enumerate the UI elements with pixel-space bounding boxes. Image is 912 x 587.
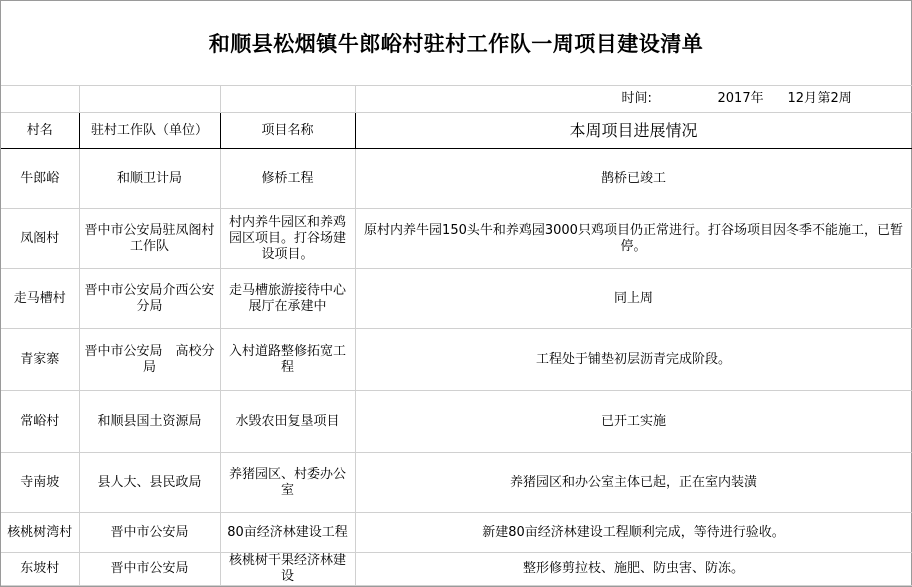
progress-cell: 鹊桥已竣工 [355,149,912,209]
team-cell: 县人大、县民政局 [79,453,220,513]
progress-cell: 新建80亩经济林建设工程顺利完成，等待进行验收。 [355,513,912,553]
project-cell: 走马槽旅游接待中心展厅在承建中 [220,269,355,329]
header-village: 村名 [1,113,79,149]
progress-cell: 同上周 [355,269,912,329]
team-cell: 晋中市公安局介西公安分局 [79,269,220,329]
table-row [1,453,912,513]
table-row [1,269,912,329]
week-value: 第2周 [817,91,852,106]
time-label: 时间: [621,91,652,106]
team-cell: 晋中市公安局 [79,513,220,553]
table-row [1,553,912,586]
team-cell: 晋中市公安局驻凤阁村工作队 [79,209,220,269]
project-cell: 核桃树干果经济林建设 [220,553,355,586]
village-cell: 走马槽村 [1,269,79,329]
project-cell: 养猪园区、村委办公室 [220,453,355,513]
village-cell: 核桃树湾村 [1,513,79,553]
project-cell: 入村道路整修拓宽工程 [220,329,355,391]
project-cell: 80亩经济林建设工程 [220,513,355,553]
header-row [1,113,912,149]
village-cell: 凤阁村 [1,209,79,269]
progress-cell: 养猪园区和办公室主体已起，正在室内装潢 [355,453,912,513]
header-progress: 本周项目进展情况 [355,113,912,149]
year-value: 2017年 [717,91,764,106]
project-table [1,85,912,586]
team-cell: 晋中市公安局 高校分局 [79,329,220,391]
village-cell: 牛郎峪 [1,149,79,209]
village-cell: 寺南坡 [1,453,79,513]
date-row [1,86,912,113]
team-cell: 和顺卫计局 [79,149,220,209]
progress-cell: 整形修剪拉枝、施肥、防虫害、防冻。 [355,553,912,586]
progress-cell: 原村内养牛园150头牛和养鸡园3000只鸡项目仍正常进行。打谷场项目因冬季不能施工，已暂停。 [355,209,912,269]
month-value: 12月 [787,91,818,106]
table-row [1,513,912,553]
sheet-title: 和顺县松烟镇牛郎峪村驻村工作队一周项目建设清单 [1,1,911,86]
table-row [1,391,912,453]
table-row [1,329,912,391]
header-project: 项目名称 [220,113,355,149]
project-cell: 修桥工程 [220,149,355,209]
village-cell: 青家寨 [1,329,79,391]
table-row [1,209,912,269]
village-cell: 东坡村 [1,553,79,586]
progress-cell: 工程处于铺垫初层沥青完成阶段。 [355,329,912,391]
team-cell: 和顺县国土资源局 [79,391,220,453]
progress-cell: 已开工实施 [355,391,912,453]
table-row [1,149,912,209]
village-cell: 常峪村 [1,391,79,453]
date-cell [355,86,912,113]
project-cell: 村内养牛园区和养鸡园区项目。打谷场建设项目。 [220,209,355,269]
project-cell: 水毁农田复垦项目 [220,391,355,453]
team-cell: 晋中市公安局 [79,553,220,586]
header-team: 驻村工作队（单位） [79,113,220,149]
